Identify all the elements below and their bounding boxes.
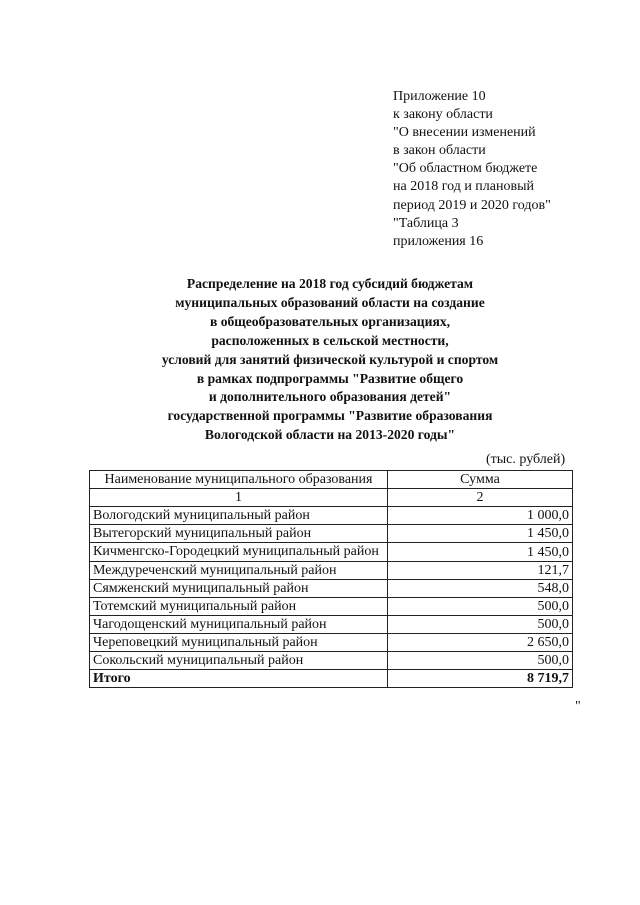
appendix-line: к закону области <box>393 107 493 123</box>
column-number: 2 <box>388 489 573 507</box>
title-line: и дополнительного образования детей" <box>208 389 452 405</box>
row-name: Тотемский муниципальный район <box>90 598 388 616</box>
closing-quote: " <box>575 699 581 714</box>
row-name: Сямженский муниципальный район <box>90 580 388 598</box>
title-line: в общеобразовательных организациях, <box>209 313 451 329</box>
appendix-line: на 2018 год и плановый <box>393 179 535 195</box>
row-name: Кичменгско-Городецкий муниципальный район <box>90 543 388 562</box>
title-line: условий для занятий физической культурой и спортом <box>161 351 499 367</box>
header-name: Наименование муниципального образования <box>90 471 388 489</box>
units-label: (тыс. рублей) <box>486 452 566 467</box>
appendix-line: "О внесении изменений <box>393 125 536 141</box>
row-sum: 500,0 <box>388 598 573 616</box>
appendix-line: "Таблица 3 <box>393 215 459 231</box>
appendix-reference <box>393 88 551 251</box>
header-sum: Сумма <box>388 471 573 489</box>
total-row <box>90 670 573 688</box>
subsidy-table <box>89 470 573 688</box>
table-row <box>90 580 573 598</box>
row-sum: 2 650,0 <box>388 634 573 652</box>
row-sum: 1 450,0 <box>388 543 573 562</box>
row-sum: 500,0 <box>388 652 573 670</box>
row-sum: 1 450,0 <box>388 525 573 543</box>
table-row <box>90 652 573 670</box>
row-name: Череповецкий муниципальный район <box>90 634 388 652</box>
table-header-row <box>90 471 573 489</box>
appendix-line: в закон области <box>393 143 486 159</box>
table-row <box>90 543 573 562</box>
appendix-line: "Об областном бюджете <box>393 161 538 177</box>
row-name: Сокольский муниципальный район <box>90 652 388 670</box>
title-line: в рамках подпрограммы "Развитие общего <box>196 370 464 386</box>
column-number-row <box>90 489 573 507</box>
table-row <box>90 562 573 580</box>
row-name: Вологодский муниципальный район <box>90 507 388 525</box>
row-sum: 548,0 <box>388 580 573 598</box>
total-label: Итого <box>90 670 388 688</box>
title-line: расположенных в сельской местности, <box>211 332 449 348</box>
total-sum: 8 719,7 <box>388 670 573 688</box>
title-line: муниципальных образований области на создание <box>175 294 485 310</box>
title-line: государственной программы "Развитие образования <box>167 408 493 424</box>
table-row <box>90 616 573 634</box>
appendix-line: период 2019 и 2020 годов" <box>393 197 551 213</box>
appendix-line: Приложение 10 <box>393 89 486 104</box>
table-row <box>90 598 573 616</box>
row-sum: 1 000,0 <box>388 507 573 525</box>
column-number: 1 <box>90 489 388 507</box>
row-sum: 121,7 <box>388 562 573 580</box>
document-title <box>40 275 620 445</box>
table-row <box>90 507 573 525</box>
row-name: Вытегорский муниципальный район <box>90 525 388 543</box>
table-row <box>90 634 573 652</box>
row-name: Междуреченский муниципальный район <box>90 562 388 580</box>
appendix-line: приложения 16 <box>393 233 484 249</box>
row-name: Чагодощенский муниципальный район <box>90 616 388 634</box>
row-sum: 500,0 <box>388 616 573 634</box>
title-line: Вологодской области на 2013-2020 годы" <box>204 427 456 443</box>
title-line: Распределение на 2018 год субсидий бюджетам <box>186 276 474 291</box>
table-row <box>90 525 573 543</box>
